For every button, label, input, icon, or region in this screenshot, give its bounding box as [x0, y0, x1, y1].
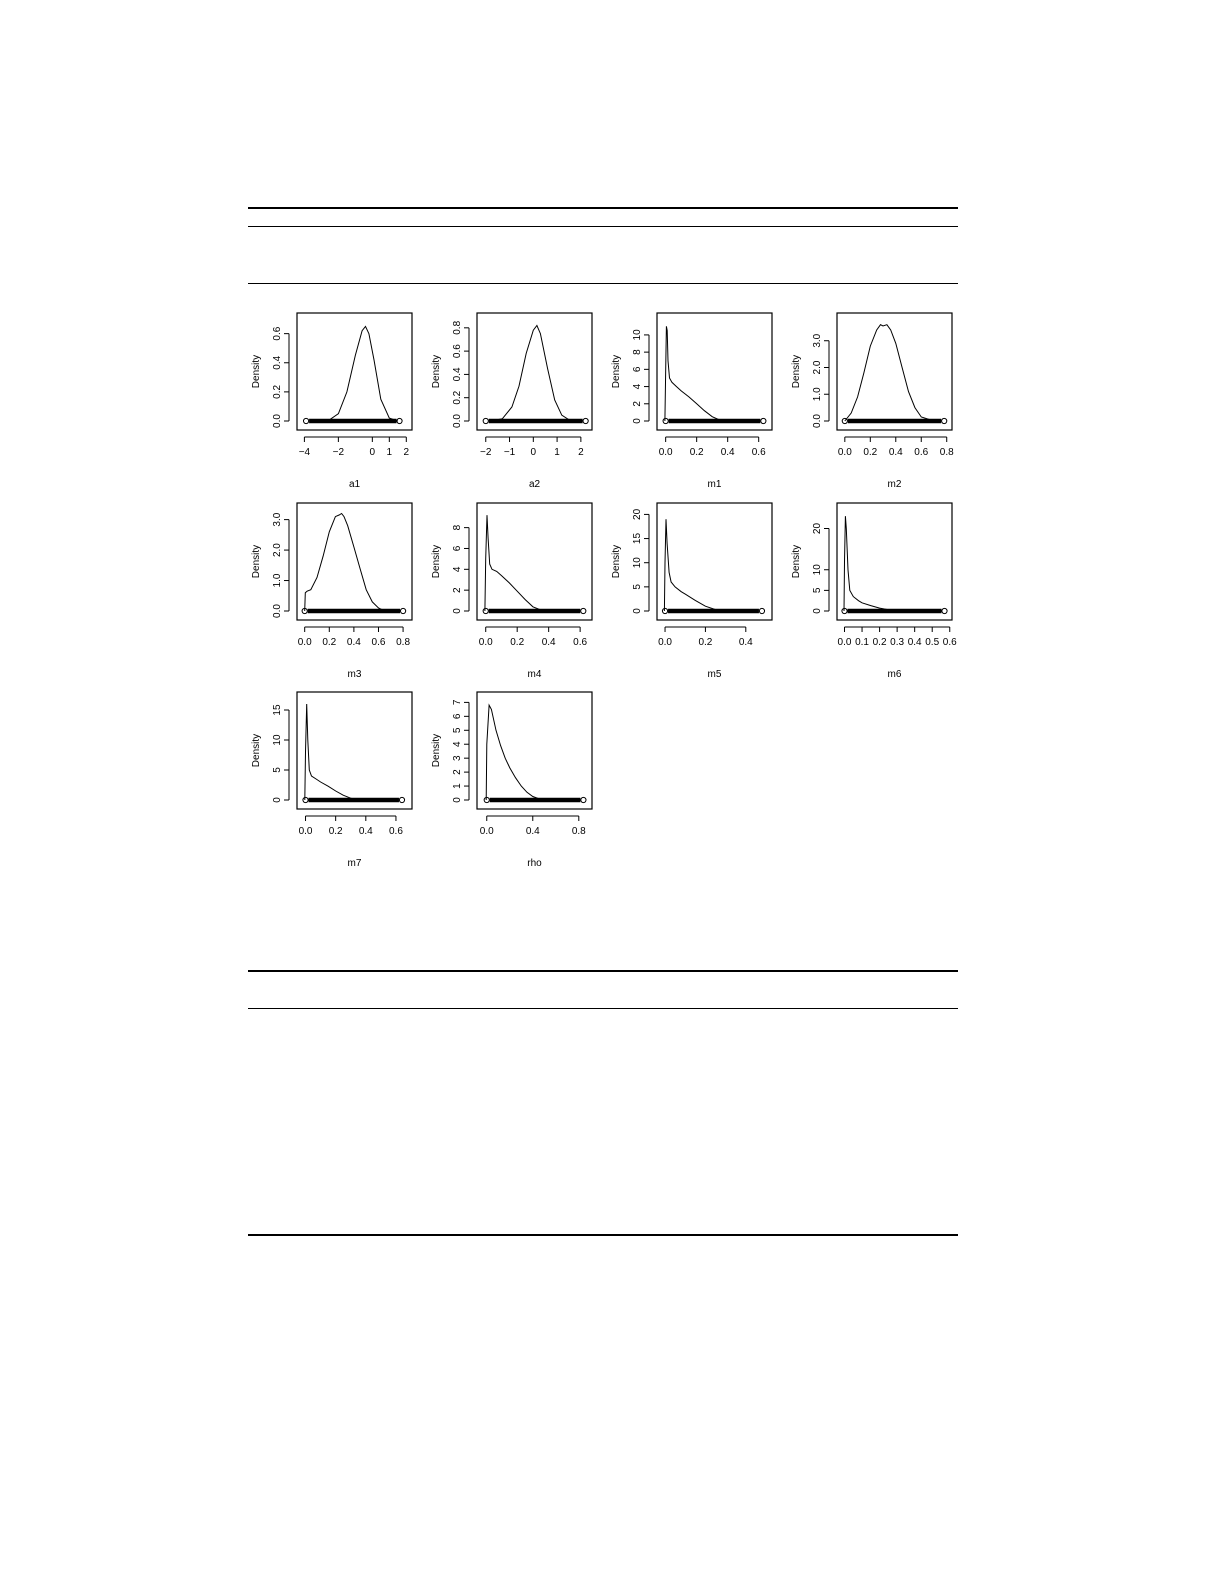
y-tick-label: 6 — [452, 545, 463, 552]
y-axis-label: Density — [791, 544, 802, 579]
plot-frame — [837, 503, 952, 620]
x-tick-label: 0.4 — [907, 637, 922, 648]
x-tick-label: 0.1 — [855, 637, 870, 648]
x-tick-label: 0.2 — [698, 637, 713, 648]
x-axis-label: a2 — [528, 479, 541, 490]
y-tick-label: 10 — [272, 734, 283, 746]
y-tick-label: 5 — [272, 767, 283, 773]
y-tick-label: 0.6 — [272, 326, 283, 341]
plot-frame — [297, 503, 412, 620]
plot-frame — [297, 692, 412, 809]
y-tick-label: 7 — [452, 699, 463, 706]
x-tick-label: 0.8 — [396, 637, 411, 648]
x-axis-label: m1 — [707, 479, 722, 490]
x-tick-label: −4 — [298, 447, 311, 458]
x-tick-label: 0.2 — [863, 447, 878, 458]
x-axis-label: rho — [527, 858, 542, 869]
y-tick-label: 0.0 — [272, 414, 283, 428]
x-axis-label: m6 — [887, 669, 902, 680]
x-axis-label: a1 — [348, 479, 361, 490]
x-tick-label: 0.0 — [298, 826, 313, 837]
y-tick-label: 2.0 — [812, 360, 823, 375]
y-tick-label: 0.6 — [452, 344, 463, 359]
y-tick-label: 0 — [452, 608, 463, 614]
x-tick-label: 0.2 — [322, 637, 337, 648]
x-tick-label: 0.3 — [890, 637, 905, 648]
y-tick-label: 1 — [452, 783, 463, 789]
y-tick-label: 2 — [452, 769, 463, 775]
y-tick-label: 0 — [452, 797, 463, 803]
density-line — [845, 325, 934, 421]
y-tick-label: 4 — [452, 566, 463, 573]
density-line — [664, 519, 725, 611]
y-tick-label: 0.2 — [452, 390, 463, 405]
x-tick-label: 0.6 — [942, 637, 957, 648]
y-tick-label: 10 — [632, 557, 643, 569]
y-axis-label: Density — [791, 354, 802, 389]
y-tick-label: 5 — [632, 584, 643, 590]
y-tick-label: 0.0 — [272, 604, 283, 618]
y-tick-label: 0 — [272, 797, 283, 803]
rug-point — [399, 797, 404, 802]
density-line — [305, 704, 359, 800]
panel-a1 — [251, 313, 412, 490]
x-tick-label: 0.2 — [689, 447, 704, 458]
x-tick-label: 2 — [578, 447, 584, 458]
y-axis-label: Density — [431, 354, 442, 389]
x-tick-label: 0 — [530, 447, 537, 458]
y-tick-label: 0 — [632, 418, 643, 424]
y-tick-label: 0.2 — [272, 384, 283, 399]
x-axis-label: m7 — [347, 858, 362, 869]
y-axis-label: Density — [251, 544, 262, 579]
y-tick-label: 0.4 — [452, 367, 463, 382]
y-tick-label: 0 — [632, 608, 643, 614]
x-tick-label: 0.2 — [510, 637, 525, 648]
x-tick-label: 0.4 — [525, 826, 540, 837]
y-tick-label: 5 — [812, 587, 823, 594]
y-tick-label: 10 — [632, 329, 643, 341]
y-tick-label: 20 — [812, 522, 823, 535]
plot-frame — [477, 313, 592, 430]
rug-point — [583, 418, 588, 423]
panel-m7 — [251, 692, 412, 869]
rug-point — [761, 418, 766, 423]
x-tick-label: 2 — [403, 447, 410, 458]
rug-point — [303, 797, 308, 802]
rug-point — [942, 608, 947, 613]
y-axis-label: Density — [611, 544, 622, 579]
x-axis-label: m4 — [527, 669, 542, 680]
rug-point — [400, 608, 405, 613]
x-tick-label: 0.0 — [479, 826, 494, 837]
density-line — [313, 326, 398, 421]
plot-frame — [297, 313, 412, 430]
density-line — [844, 516, 906, 611]
x-tick-label: 0.4 — [346, 637, 361, 648]
x-tick-label: 0 — [369, 447, 376, 458]
panel-m1 — [611, 313, 772, 490]
x-tick-label: 0.5 — [925, 637, 940, 648]
panel-m2 — [791, 313, 954, 490]
x-tick-label: 1 — [554, 447, 560, 458]
y-tick-label: 5 — [452, 727, 463, 734]
x-tick-label: 0.8 — [571, 826, 586, 837]
rug-point — [759, 608, 764, 613]
x-tick-label: 0.4 — [888, 447, 903, 458]
y-tick-label: 4 — [632, 383, 643, 390]
x-tick-label: 0.0 — [478, 637, 493, 648]
y-tick-label: 3 — [452, 755, 463, 761]
x-tick-label: −1 — [503, 447, 516, 458]
x-tick-label: 0.4 — [358, 826, 373, 837]
y-axis-label: Density — [251, 354, 262, 389]
rug-point — [581, 797, 586, 802]
plot-frame — [477, 692, 592, 809]
x-tick-label: 0.8 — [939, 447, 954, 458]
x-tick-label: 0.0 — [658, 637, 672, 648]
y-axis-label: Density — [431, 733, 442, 768]
y-tick-label: 4 — [452, 741, 463, 748]
rug-point — [483, 608, 488, 613]
x-tick-label: 0.4 — [541, 637, 556, 648]
rug-point — [484, 797, 489, 802]
y-tick-label: 3.0 — [272, 512, 283, 527]
y-axis-label: Density — [611, 354, 622, 389]
y-tick-label: 20 — [632, 508, 643, 520]
x-tick-label: 1 — [386, 447, 393, 458]
y-axis-label: Density — [251, 733, 262, 768]
y-tick-label: 2 — [452, 587, 463, 593]
density-line — [491, 326, 581, 422]
rug-point — [662, 608, 667, 613]
x-tick-label: 0.6 — [914, 447, 929, 458]
x-tick-label: 0.0 — [297, 637, 312, 648]
y-tick-label: 0.8 — [452, 320, 463, 335]
y-axis-label: Density — [431, 544, 442, 579]
rug-point — [581, 608, 586, 613]
plot-frame — [657, 313, 772, 430]
x-tick-label: −2 — [332, 447, 345, 458]
y-tick-label: 2.0 — [272, 543, 283, 558]
x-tick-label: 0.2 — [872, 637, 887, 648]
rug-point — [663, 418, 668, 423]
y-tick-label: 0.0 — [452, 414, 463, 428]
x-tick-label: 0.6 — [573, 637, 588, 648]
density-line — [305, 514, 385, 612]
x-tick-label: 0.6 — [371, 637, 386, 648]
panel-m6 — [791, 503, 957, 680]
x-tick-label: 0.4 — [738, 637, 753, 648]
panel-rho — [431, 692, 592, 869]
y-tick-label: 2 — [632, 401, 643, 407]
plot-frame — [837, 313, 952, 430]
panel-m3 — [251, 503, 412, 680]
y-tick-label: 10 — [812, 564, 823, 576]
panel-m4 — [431, 503, 592, 680]
x-axis-label: m5 — [707, 669, 722, 680]
x-tick-label: 0.4 — [720, 447, 735, 458]
density-line — [486, 705, 556, 800]
x-axis-label: m2 — [887, 479, 902, 490]
y-tick-label: 1.0 — [812, 387, 823, 402]
x-tick-label: 0.6 — [388, 826, 403, 837]
plot-frame — [477, 503, 592, 620]
rug-point — [942, 418, 947, 423]
y-tick-label: 8 — [452, 524, 463, 531]
x-tick-label: −2 — [480, 447, 492, 458]
density-line — [485, 515, 549, 611]
y-tick-label: 6 — [632, 366, 643, 373]
y-tick-label: 0.4 — [272, 355, 283, 370]
rug-point — [303, 418, 308, 423]
x-tick-label: 0.2 — [328, 826, 343, 837]
y-tick-label: 0 — [812, 608, 823, 614]
y-tick-label: 15 — [632, 532, 643, 545]
y-tick-label: 1.0 — [272, 573, 283, 588]
x-tick-label: 0.0 — [837, 637, 852, 648]
y-tick-label: 15 — [272, 704, 283, 716]
x-tick-label: 0.0 — [658, 447, 673, 458]
y-tick-label: 3.0 — [812, 333, 823, 348]
panel-m5 — [611, 503, 772, 680]
y-tick-label: 8 — [632, 349, 643, 355]
density-line — [665, 326, 736, 421]
plot-frame — [657, 503, 772, 620]
x-tick-label: 0.6 — [751, 447, 766, 458]
x-tick-label: 0.0 — [837, 447, 852, 458]
rug-point — [483, 418, 488, 423]
y-tick-label: 6 — [452, 713, 463, 720]
panel-a2 — [431, 313, 592, 490]
y-tick-label: 0.0 — [812, 414, 823, 428]
x-axis-label: m3 — [347, 669, 362, 680]
